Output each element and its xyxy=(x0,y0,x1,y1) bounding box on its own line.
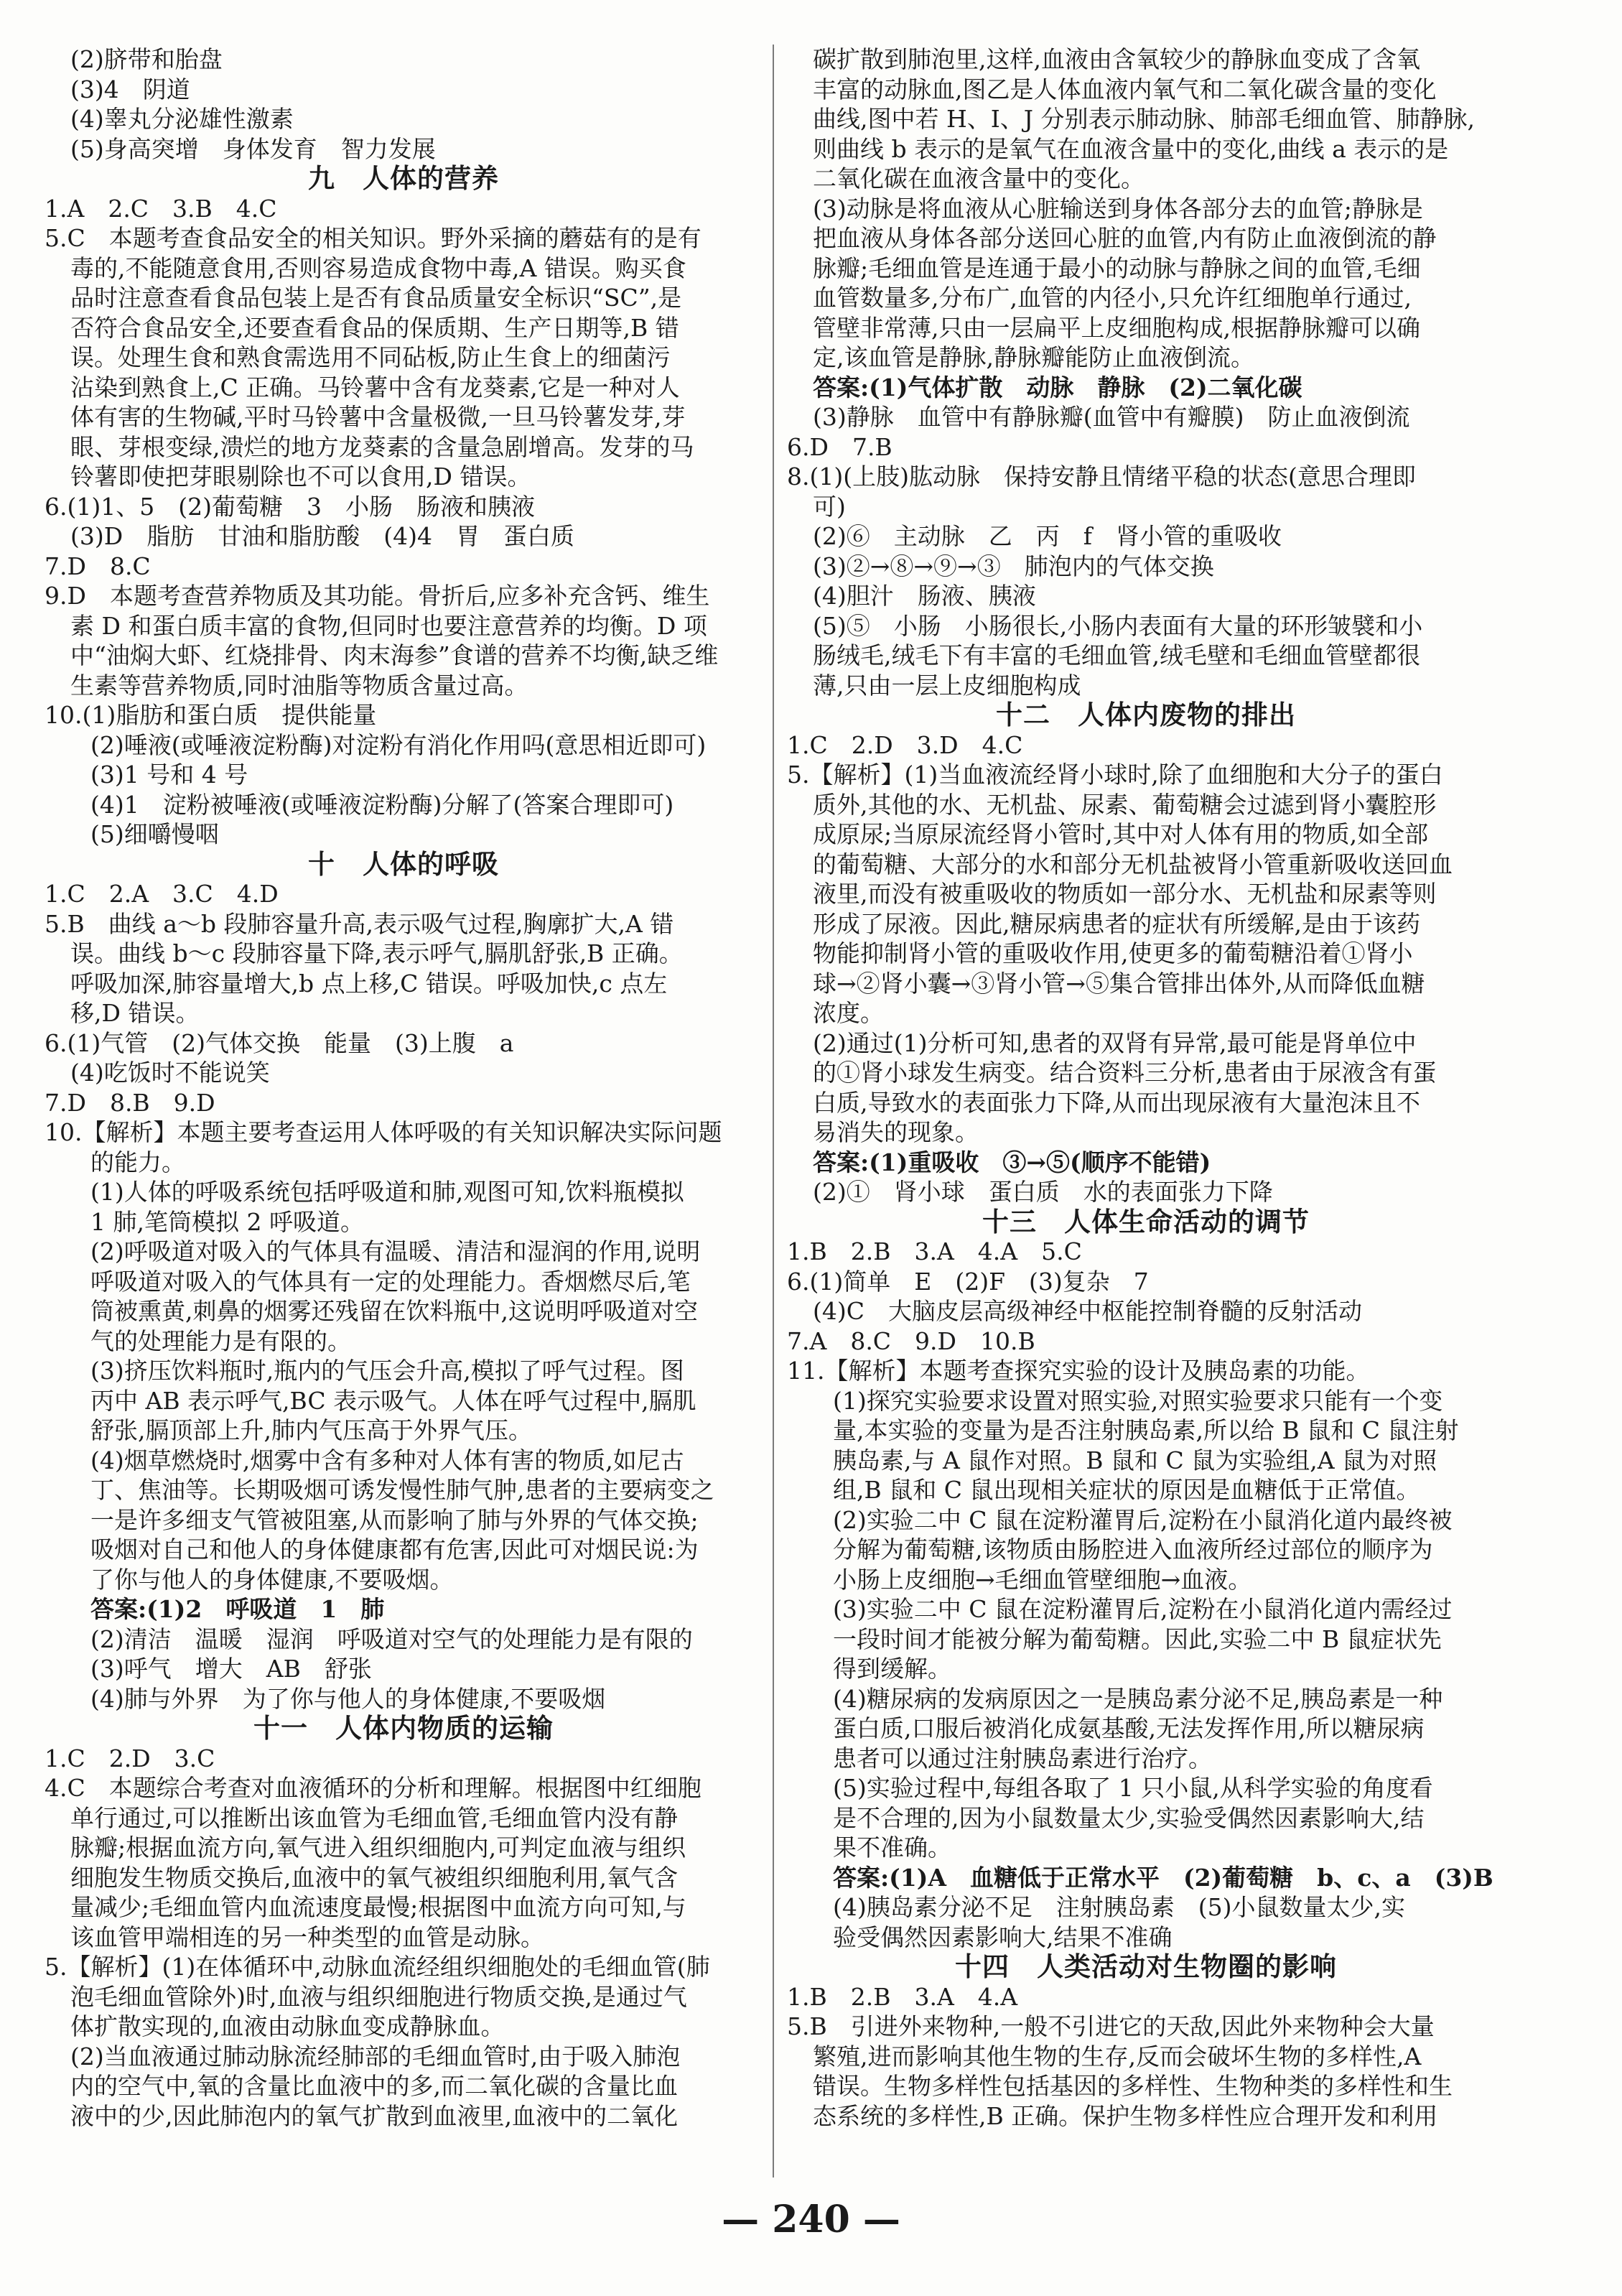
text-line: (2)脐带和胎盘 xyxy=(70,45,223,73)
text-line: (2)① 肾小球 蛋白质 水的表面张力下降 xyxy=(813,1178,1273,1206)
text-line: 一段时间才能被分解为葡萄糖。因此,实验二中 B 鼠症状先 xyxy=(833,1625,1442,1653)
text-line: (3)呼气 增大 AB 舒张 xyxy=(90,1655,372,1683)
text-line: (3)挤压饮料瓶时,瓶内的气压会升高,模拟了呼气过程。图 xyxy=(90,1357,684,1385)
text-line: 1.C 2.A 3.C 4.D xyxy=(45,880,279,908)
text-line: 量减少;毛细血管内血流速度最慢;根据图中血流方向可知,与 xyxy=(70,1893,686,1921)
text-line: 液里,而没有被重吸收的物质如一部分水、无机盐和尿素等则 xyxy=(813,880,1437,908)
text-line: 素 D 和蛋白质丰富的食物,但同时也要注意营养的均衡。D 项 xyxy=(70,611,707,640)
text-line: 定,该血管是静脉,静脉瓣能防止血液倒流。 xyxy=(813,343,1254,371)
text-line: 4.C 本题综合考查对血液循环的分析和理解。根据图中红细胞 xyxy=(45,1774,702,1802)
text-line: 体扩散实现的,血液由动脉血变成静脉血。 xyxy=(70,2012,505,2040)
text-line: 1.B 2.B 3.A 4.A 5.C xyxy=(787,1237,1082,1265)
text-line: 中“油焖大虾、红烧排骨、肉末海参”食谱的营养不均衡,缺乏维 xyxy=(70,641,719,669)
text-line: 6.(1)气管 (2)气体交换 能量 (3)上腹 a xyxy=(45,1028,514,1057)
text-line: 5.B 曲线 a～b 段肺容量升高,表示吸气过程,胸廓扩大,A 错 xyxy=(45,909,674,938)
text-line: 患者可以通过注射胰岛素进行治疗。 xyxy=(833,1744,1212,1772)
text-line: 移,D 错误。 xyxy=(70,999,200,1027)
text-line: (3)动脉是将血液从心脏输送到身体各部分去的血管;静脉是 xyxy=(813,194,1423,223)
text-line: 丙中 AB 表示呼气,BC 表示吸气。人体在呼气过程中,膈肌 xyxy=(90,1386,696,1415)
text-line: (3)D 脂肪 甘油和脂肪酸 (4)4 胃 蛋白质 xyxy=(70,522,574,550)
text-line: 6.(1)简单 E (2)F (3)复杂 7 xyxy=(787,1267,1149,1296)
text-line: 管壁非常薄,只由一层扁平上皮细胞构成,根据静脉瓣可以确 xyxy=(813,313,1420,342)
text-line: 的①肾小球发生病变。结合资料三分析,患者由于尿液含有蛋 xyxy=(813,1059,1437,1087)
right-column xyxy=(787,45,1505,2131)
text-line: (5)⑤ 小肠 小肠很长,小肠内表面有大量的环形皱襞和小 xyxy=(813,611,1423,640)
text-line: (2)通过(1)分析可知,患者的双肾有异常,最可能是肾单位中 xyxy=(813,1028,1417,1057)
text-line: 答案:(1)A 血糖低于正常水平 (2)葡萄糖 b、c、a (3)B xyxy=(833,1863,1493,1892)
text-line: 体有害的生物碱,平时马铃薯中含量极微,一旦马铃薯发芽,芽 xyxy=(70,403,686,431)
page-number: — 240 — xyxy=(722,2198,900,2241)
text-line: 舒张,膈顶部上升,肺内气压高于外界气压。 xyxy=(90,1416,532,1444)
text-line: 量,本实验的变量为是否注射胰岛素,所以给 B 鼠和 C 鼠注射 xyxy=(833,1416,1459,1444)
text-line: 7.D 8.C xyxy=(45,552,151,580)
text-line: 单行通过,可以推断出该血管为毛细血管,毛细血管内没有静 xyxy=(70,1803,678,1832)
text-line: 11.【解析】本题考查探究实验的设计及胰岛素的功能。 xyxy=(787,1357,1370,1385)
section-heading: 十 人体的呼吸 xyxy=(308,847,499,880)
text-line: (4)睾丸分泌雄性激素 xyxy=(70,105,294,133)
text-line: (1)人体的呼吸系统包括呼吸道和肺,观图可知,饮料瓶模拟 xyxy=(90,1178,684,1206)
text-line: 脉瓣;根据血流方向,氧气进入组织细胞内,可判定血液与组织 xyxy=(70,1833,686,1862)
text-line: 8.(1)(上肢)肱动脉 保持安静且情绪平稳的状态(意思合理即 xyxy=(787,463,1416,491)
text-line: (4)胆汁 肠液、胰液 xyxy=(813,582,1036,610)
text-line: 得到缓解。 xyxy=(833,1655,951,1683)
text-line: 错误。生物多样性包括基因的多样性、生物种类的多样性和生 xyxy=(813,2072,1453,2100)
text-line: 细胞发生物质交换后,血液中的氧气被组织细胞利用,氧气含 xyxy=(70,1863,678,1892)
text-line: 一是许多细支气管被阻塞,从而影响了肺与外界的气体交换; xyxy=(90,1505,699,1534)
text-line: 果不准确。 xyxy=(833,1833,951,1862)
text-line: 则曲线 b 表示的是氧气在血液含量中的变化,曲线 a 表示的是 xyxy=(813,134,1449,163)
text-line: 5.【解析】(1)当血液流经肾小球时,除了血细胞和大分子的蛋白 xyxy=(787,761,1443,789)
text-line: 1.A 2.C 3.B 4.C xyxy=(45,194,277,223)
text-line: 物能抑制肾小管的重吸收作用,使更多的葡萄糖沿着①肾小 xyxy=(813,939,1413,967)
section-heading: 十二 人体内废物的排出 xyxy=(996,699,1296,730)
text-line: 气的处理能力是有限的。 xyxy=(90,1326,351,1355)
text-line: 小肠上皮细胞→毛细血管壁细胞→血液。 xyxy=(833,1565,1252,1594)
text-line: 可) xyxy=(813,492,846,521)
text-line: (2)当血液通过肺动脉流经肺部的毛细血管时,由于吸入肺泡 xyxy=(70,2042,681,2070)
text-line: (5)实验过程中,每组各取了 1 只小鼠,从科学实验的角度看 xyxy=(833,1774,1433,1802)
text-line: 把血液从身体各部分送回心脏的血管,内有防止血液倒流的静 xyxy=(813,224,1437,252)
text-line: 的葡萄糖、大部分的水和部分无机盐被肾小管重新吸收送回血 xyxy=(813,850,1453,878)
text-line: 质外,其他的水、无机盐、尿素、葡萄糖会过滤到肾小囊腔形 xyxy=(813,790,1437,819)
text-line: 筒被熏黄,刺鼻的烟雾还残留在饮料瓶中,这说明呼吸道对空 xyxy=(90,1297,698,1325)
text-line: 胰岛素,与 A 鼠作对照。B 鼠和 C 鼠为实验组,A 鼠为对照 xyxy=(833,1446,1437,1474)
text-line: (4)C 大脑皮层高级神经中枢能控制脊髓的反射活动 xyxy=(813,1297,1362,1325)
text-line: 1 肺,笔筒模拟 2 呼吸道。 xyxy=(90,1207,364,1236)
text-line: 1.B 2.B 3.A 4.A xyxy=(787,1982,1018,2011)
text-line: 沾染到熟食上,C 正确。马铃薯中含有龙葵素,它是一种对人 xyxy=(70,373,680,401)
text-line: 否符合食品安全,还要查看食品的保质期、生产日期等,B 错 xyxy=(70,313,679,342)
text-line: 曲线,图中若 H、I、J 分别表示肺动脉、肺部毛细血管、肺静脉, xyxy=(813,105,1476,133)
text-line: 6.D 7.B xyxy=(787,432,892,461)
text-line: 该血管甲端相连的另一种类型的血管是动脉。 xyxy=(70,1923,544,1951)
section-heading: 十四 人类活动对生物圈的影响 xyxy=(955,1951,1337,1982)
text-line: 呼吸加深,肺容量增大,b 点上移,C 错误。呼吸加快,c 点左 xyxy=(70,969,668,998)
text-line: 5.B 引进外来物种,一般不引进它的天敌,因此外来物种会大量 xyxy=(787,2012,1435,2040)
text-line: 1.C 2.D 3.D 4.C xyxy=(787,730,1023,759)
text-line: (3)1 号和 4 号 xyxy=(90,761,248,789)
text-line: 了你与他人的身体健康,不要吸烟。 xyxy=(90,1565,454,1594)
text-line: 10.【解析】本题主要考查运用人体呼吸的有关知识解决实际问题 xyxy=(45,1118,722,1146)
text-line: (2)⑥ 主动脉 乙 丙 f 肾小管的重吸收 xyxy=(813,522,1282,550)
text-line: (5)细嚼慢咽 xyxy=(90,820,219,848)
section-heading: 十一 人体内物质的运输 xyxy=(253,1712,554,1744)
text-line: 是不合理的,因为小鼠数量太少,实验受偶然因素影响大,结 xyxy=(833,1803,1425,1832)
text-line: (2)清洁 温暖 湿润 呼吸道对空气的处理能力是有限的 xyxy=(90,1625,693,1653)
text-line: 5.【解析】(1)在体循环中,动脉血流经组织细胞处的毛细血管(肺 xyxy=(45,1953,710,1981)
text-line: 液中的少,因此肺泡内的氧气扩散到血液里,血液中的二氧化 xyxy=(70,2101,678,2130)
text-line: (2)呼吸道对吸入的气体具有温暖、清洁和湿润的作用,说明 xyxy=(90,1237,701,1265)
text-line: 繁殖,进而影响其他生物的生存,反而会破坏生物的多样性,A xyxy=(813,2042,1422,2070)
text-line: 丰富的动脉血,图乙是人体血液内氧气和二氧化碳含量的变化 xyxy=(813,75,1437,103)
text-line: 脉瓣;毛细血管是连通于最小的动脉与静脉之间的血管,毛细 xyxy=(813,254,1421,282)
text-line: 态系统的多样性,B 正确。保护生物多样性应合理开发和利用 xyxy=(813,2101,1438,2130)
text-line: 肠绒毛,绒毛下有丰富的毛细血管,绒毛壁和毛细血管壁都很 xyxy=(813,641,1420,669)
section-heading: 九 人体的营养 xyxy=(308,162,499,194)
text-line: (1)探究实验要求设置对照实验,对照实验要求只能有一个变 xyxy=(833,1386,1443,1415)
text-line: 内的空气中,氧的含量比血液中的多,而二氧化碳的含量比血 xyxy=(70,2072,678,2100)
text-line: 球→②肾小囊→③肾小管→⑤集合管排出体外,从而降低血糖 xyxy=(813,969,1425,998)
text-line: 泡毛细血管除外)时,血液与组织细胞进行物质交换,是通过气 xyxy=(70,1982,687,2011)
text-line: 10.(1)脂肪和蛋白质 提供能量 xyxy=(45,701,377,729)
text-line: 组,B 鼠和 C 鼠出现相关症状的原因是血糖低于正常值。 xyxy=(833,1476,1420,1504)
text-line: (4)肺与外界 为了你与他人的身体健康,不要吸烟 xyxy=(90,1684,606,1713)
text-line: 成原尿;当原尿流经肾小管时,其中对人体有用的物质,如全部 xyxy=(813,820,1429,848)
text-line: 品时注意查看食品包装上是否有食品质量安全标识“SC”,是 xyxy=(70,284,682,312)
text-line: 的能力。 xyxy=(90,1148,185,1176)
text-line: 1.C 2.D 3.C xyxy=(45,1744,215,1772)
column-divider xyxy=(773,45,774,2178)
text-line: (4)胰岛素分泌不足 注射胰岛素 (5)小鼠数量太少,实 xyxy=(833,1893,1405,1921)
text-line: (4)吃饭时不能说笑 xyxy=(70,1059,270,1087)
text-line: 血管数量多,分布广,血管的内径小,只允许红细胞单行通过, xyxy=(813,284,1412,312)
text-line: (4)糖尿病的发病原因之一是胰岛素分泌不足,胰岛素是一种 xyxy=(833,1684,1443,1713)
text-line: 验受偶然因素影响大,结果不准确 xyxy=(833,1923,1173,1951)
left-column xyxy=(45,45,763,2131)
text-line: 薄,只由一层上皮细胞构成 xyxy=(813,671,1081,700)
text-line: (4)烟草燃烧时,烟雾中含有多种对人体有害的物质,如尼古 xyxy=(90,1446,684,1474)
text-line: 答案:(1)重吸收 ③→⑤(顺序不能错) xyxy=(813,1148,1211,1176)
text-line: 易消失的现象。 xyxy=(813,1118,979,1146)
text-line: 生素等营养物质,同时油脂等物质含量过高。 xyxy=(70,671,528,700)
text-line: 眼、芽根变绿,溃烂的地方龙葵素的含量急剧增高。发芽的马 xyxy=(70,432,694,461)
text-line: (2)实验二中 C 鼠在淀粉灌胃后,淀粉在小鼠消化道内最终被 xyxy=(833,1505,1453,1534)
text-line: 5.C 本题考查食品安全的相关知识。野外采摘的蘑菇有的是有 xyxy=(45,224,702,252)
text-line: 6.(1)1、5 (2)葡萄糖 3 小肠 肠液和胰液 xyxy=(45,492,535,521)
text-line: 碳扩散到肺泡里,这样,血液由含氧较少的静脉血变成了含氧 xyxy=(813,45,1420,73)
text-line: 答案:(1)2 呼吸道 1 肺 xyxy=(90,1595,385,1623)
text-line: 吸烟对自己和他人的身体健康都有危害,因此可对烟民说:为 xyxy=(90,1535,699,1563)
text-line: 毒的,不能随意食用,否则容易造成食物中毒,A 错误。购买食 xyxy=(70,254,686,282)
text-line: (4)1 淀粉被唾液(或唾液淀粉酶)分解了(答案合理即可) xyxy=(90,790,674,819)
text-line: 9.D 本题考查营养物质及其功能。骨折后,应多补充含钙、维生 xyxy=(45,582,710,610)
text-line: 7.A 8.C 9.D 10.B xyxy=(787,1326,1035,1355)
text-line: 浓度。 xyxy=(813,999,884,1027)
text-line: 7.D 8.B 9.D xyxy=(45,1088,215,1117)
text-line: 白质,导致水的表面张力下降,从而出现尿液有大量泡沫且不 xyxy=(813,1088,1420,1117)
text-line: 答案:(1)气体扩散 动脉 静脉 (2)二氧化碳 xyxy=(813,373,1302,401)
text-line: (3)实验二中 C 鼠在淀粉灌胃后,淀粉在小鼠消化道内需经过 xyxy=(833,1595,1453,1623)
text-line: 蛋白质,口服后被消化成氨基酸,无法发挥作用,所以糖尿病 xyxy=(833,1714,1425,1742)
text-line: (3)静脉 血管中有静脉瓣(血管中有瓣膜) 防止血液倒流 xyxy=(813,403,1410,431)
section-heading: 十三 人体生命活动的调节 xyxy=(982,1205,1310,1237)
text-line: 误。曲线 b～c 段肺容量下降,表示呼气,膈肌舒张,B 正确。 xyxy=(70,939,683,967)
text-line: 误。处理生食和熟食需选用不同砧板,防止生食上的细菌污 xyxy=(70,343,671,371)
text-line: 二氧化碳在血液含量中的变化。 xyxy=(813,164,1145,192)
text-line: 呼吸道对吸入的气体具有一定的处理能力。香烟燃尽后,笔 xyxy=(90,1267,691,1296)
text-line: 形成了尿液。因此,糖尿病患者的症状有所缓解,是由于该药 xyxy=(813,909,1420,938)
text-line: (3)4 阴道 xyxy=(70,75,190,103)
text-line: 丁、焦油等。长期吸烟可诱发慢性肺气肿,患者的主要病变之 xyxy=(90,1476,714,1504)
text-line: 铃薯即使把芽眼剔除也不可以食用,D 错误。 xyxy=(70,463,531,491)
text-line: 分解为葡萄糖,该物质由肠腔进入血液所经过部位的顺序为 xyxy=(833,1535,1433,1563)
text-line: (2)唾液(或唾液淀粉酶)对淀粉有消化作用吗(意思相近即可) xyxy=(90,730,707,759)
text-line: (5)身高突增 身体发育 智力发展 xyxy=(70,134,436,163)
text-line: (3)②→⑧→⑨→③ 肺泡内的气体交换 xyxy=(813,552,1214,580)
